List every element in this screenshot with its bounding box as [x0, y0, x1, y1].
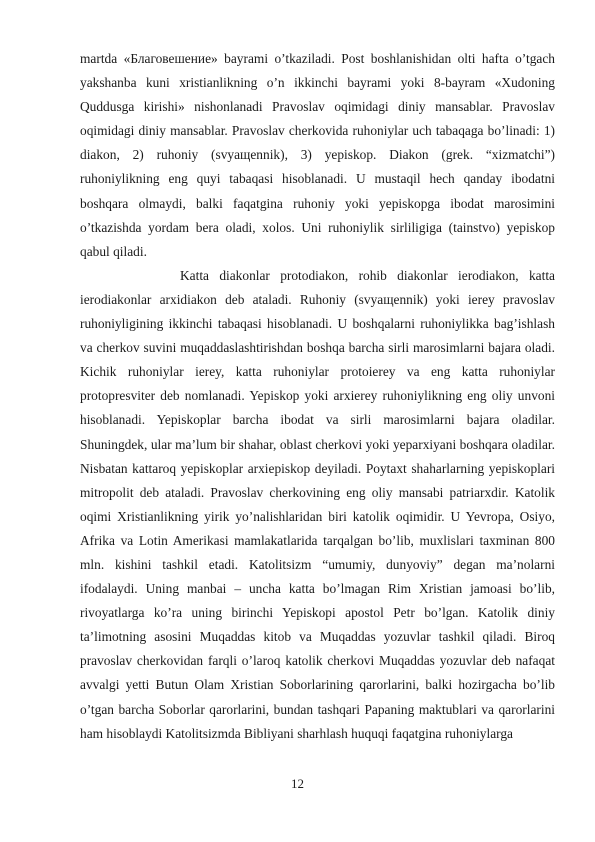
paragraph-2: Katta diakonlar protodiakon, rohib diakonlar ierodiakon, katta ierodiakonlar arxidiakon deb ataladi. Ruhoniy (svyaщennik) yoki ierey pravoslav ruhoniyligining ikkinchi tabaqasi hisoblanadi. U boshqalarni ruhoniylikka bag’ishlash va cherkov suvini muqaddaslashtirishdan boshqa barcha sirli marosimlarni bajara oladi. Kichik ruhoniylar ierey, katta ruhoniylar protoierey va eng katta ruhoniylar protopresviter deb nomlanadi. Yepiskop yoki arxierey ruhoniylikning eng oliy unvoni hisoblanadi. Yepiskoplar barcha ibodat va sirli marosimlarni bajara oladilar. Shuningdek, ular ma’lum bir shahar, oblast cherkovi yoki yeparxiyani boshqara oladilar. Nisbatan kattaroq yepiskoplar arxiepiskop deyiladi. Poytaxt shaharlarning yepiskoplari mitropolit deb ataladi. Pravoslav cherkovining eng oliy mansabi patriarxdir. Katolik oqimi Xristianlikning yirik yo’nalishlaridan biri katolik oqimidir. U Yevropa, Osiyo, Afrika va Lotin Amerikasi mamlakatlarida tarqalgan bo’lib, muxlislari taxminan 800 mln. kishini tashkil etadi. Katolitsizm “umumiy, dunyoviy” degan ma’nolarni ifodalaydi. Uning manbai – uncha katta bo’lmagan Rim Xristian jamoasi bo’lib, rivoyatlarga ko’ra uning birinchi Yepiskopi apostol Petr bo’lgan. Katolik diniy ta’limotning asosini Muqaddas kitob va Muqaddas yozuvlar tashkil qiladi. Biroq pravoslav cherkovidan farqli o’laroq katolik cherkovi Muqaddas yozuvlar deb nafaqat avvalgi yetti Butun Olam Xristian Soborlarining qarorlarini, balki hozirgacha bo’lib o’tgan barcha Soborlar qarorlarini, bundan tashqari Papaning maktublari va qarorlarini ham hisoblaydi Katolitsizmda Bibliyani sharhlash huquqi faqatgina ruhoniylarga [80, 267, 555, 741]
body-text [80, 47, 555, 746]
page-number: 12 [291, 776, 304, 791]
paragraph-1: martda «Благовешение» bayrami o’tkaziladi. Post boshlanishidan olti hafta o’tgach yakshanba kuni xristianlikning o’n ikkinchi bayrami yoki 8-bayram «Xudoning Quddusga kirishi» nishonlanadi Pravoslav oqimidagi diniy mansablar. Pravoslav oqimidagi diniy mansablar. Pravoslav cherkovida ruhoniylar uch tabaqaga bo’linadi: 1) diakon, 2) ruhoniy (svyaщennik), 3) yepiskop. Diakon (grek. “xizmatchi”) ruhoniylikning eng quyi tabaqasi hisoblanadi. U mustaqil hech qanday ibodatni boshqara olmaydi, balki faqatgina ruhoniy yoki yepiskopga ibodat marosimini o’tkazishda yordam bera oladi, xolos. Uni ruhoniylik sirliligiga (tainstvo) yepiskop qabul qiladi. [80, 51, 555, 259]
